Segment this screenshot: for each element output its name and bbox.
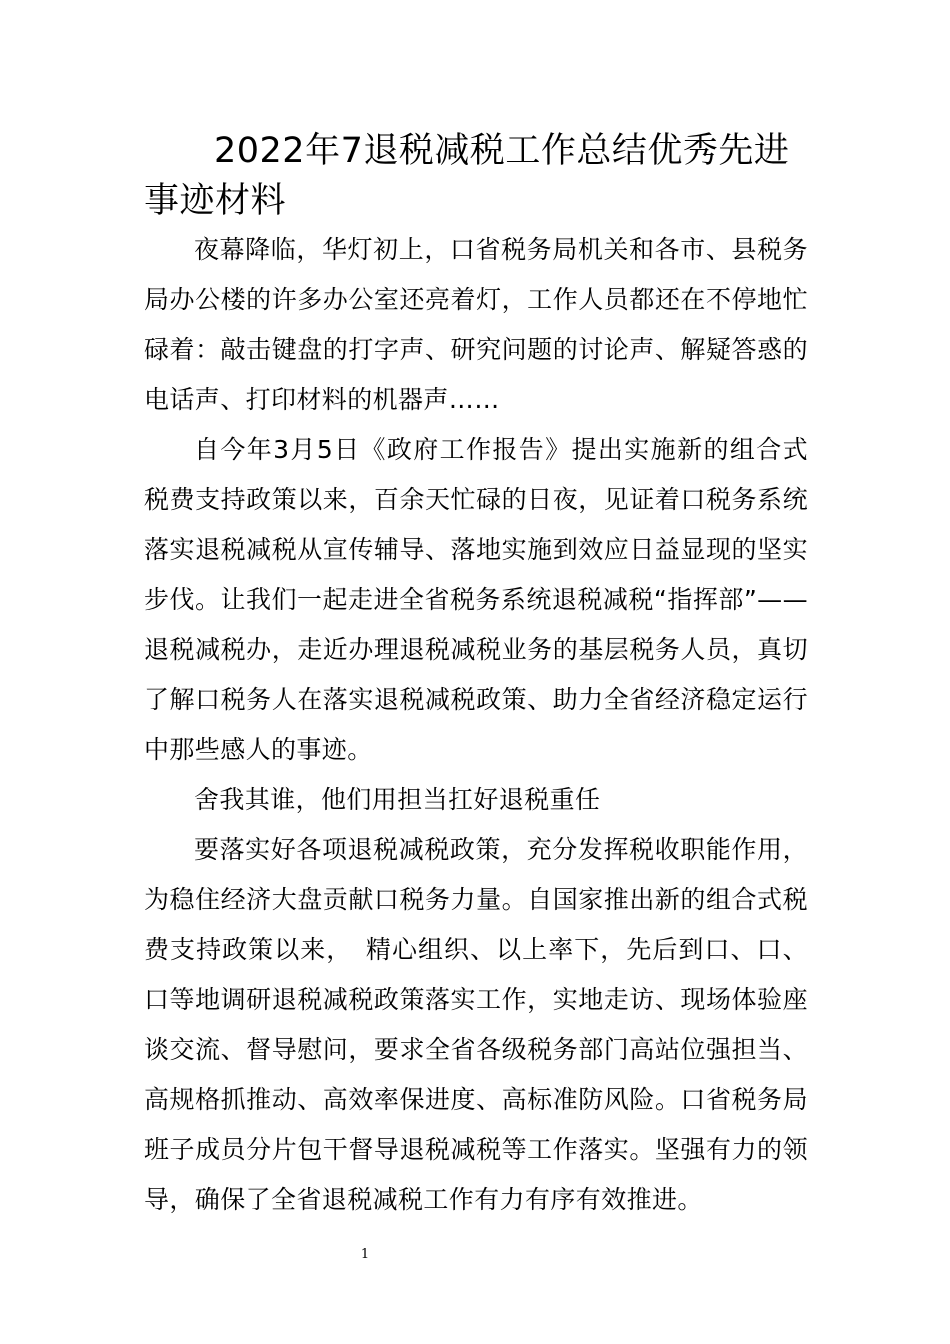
- page-number: 1: [360, 1247, 370, 1262]
- document-body: [144, 225, 808, 1225]
- document-title: 2022年7退税减税工作总结优秀先进事迹材料: [144, 131, 790, 221]
- paragraph-leadership: 要落实好各项退税减税政策，充分发挥税收职能作用，为稳住经济大盘贡献口税务力量。自国家推出新的组合式税费支持政策以来， 精心组织、以上率下，先后到口、口、口等地调研退税减税政策落实工作，实地走访、现场体验座谈交流、督导慰问，要求全省各级税务部门高站位强担当、高规格抓推动、高效率保进度、高标准防风险。口省税务局班子成员分片包干督导退税减税等工作落实。坚强有力的领导，确保了全省退税减税工作有力有序有效推进。: [144, 835, 808, 1214]
- section-heading: 舍我其谁，他们用担当扛好退税重任: [194, 785, 601, 814]
- paragraph-intro: 夜幕降临，华灯初上，口省税务局机关和各市、县税务局办公楼的许多办公室还亮着灯，工作人员都还在不停地忙碌着：敲击键盘的打字声、研究问题的讨论声、解疑答惑的电话声、打印材料的机器声……: [144, 235, 808, 414]
- paragraph-policy: 自今年3月5日《政府工作报告》提出实施新的组合式税费支持政策以来，百余天忙碌的日夜，见证着口税务系统落实退税减税从宣传辅导、落地实施到效应日益显现的坚实步伐。让我们一起走进全省税务系统退税减税“指挥部”——退税减税办，走近办理退税减税业务的基层税务人员，真切了解口税务人在落实退税减税政策、助力全省经济稳定运行中那些感人的事迹。: [144, 435, 808, 764]
